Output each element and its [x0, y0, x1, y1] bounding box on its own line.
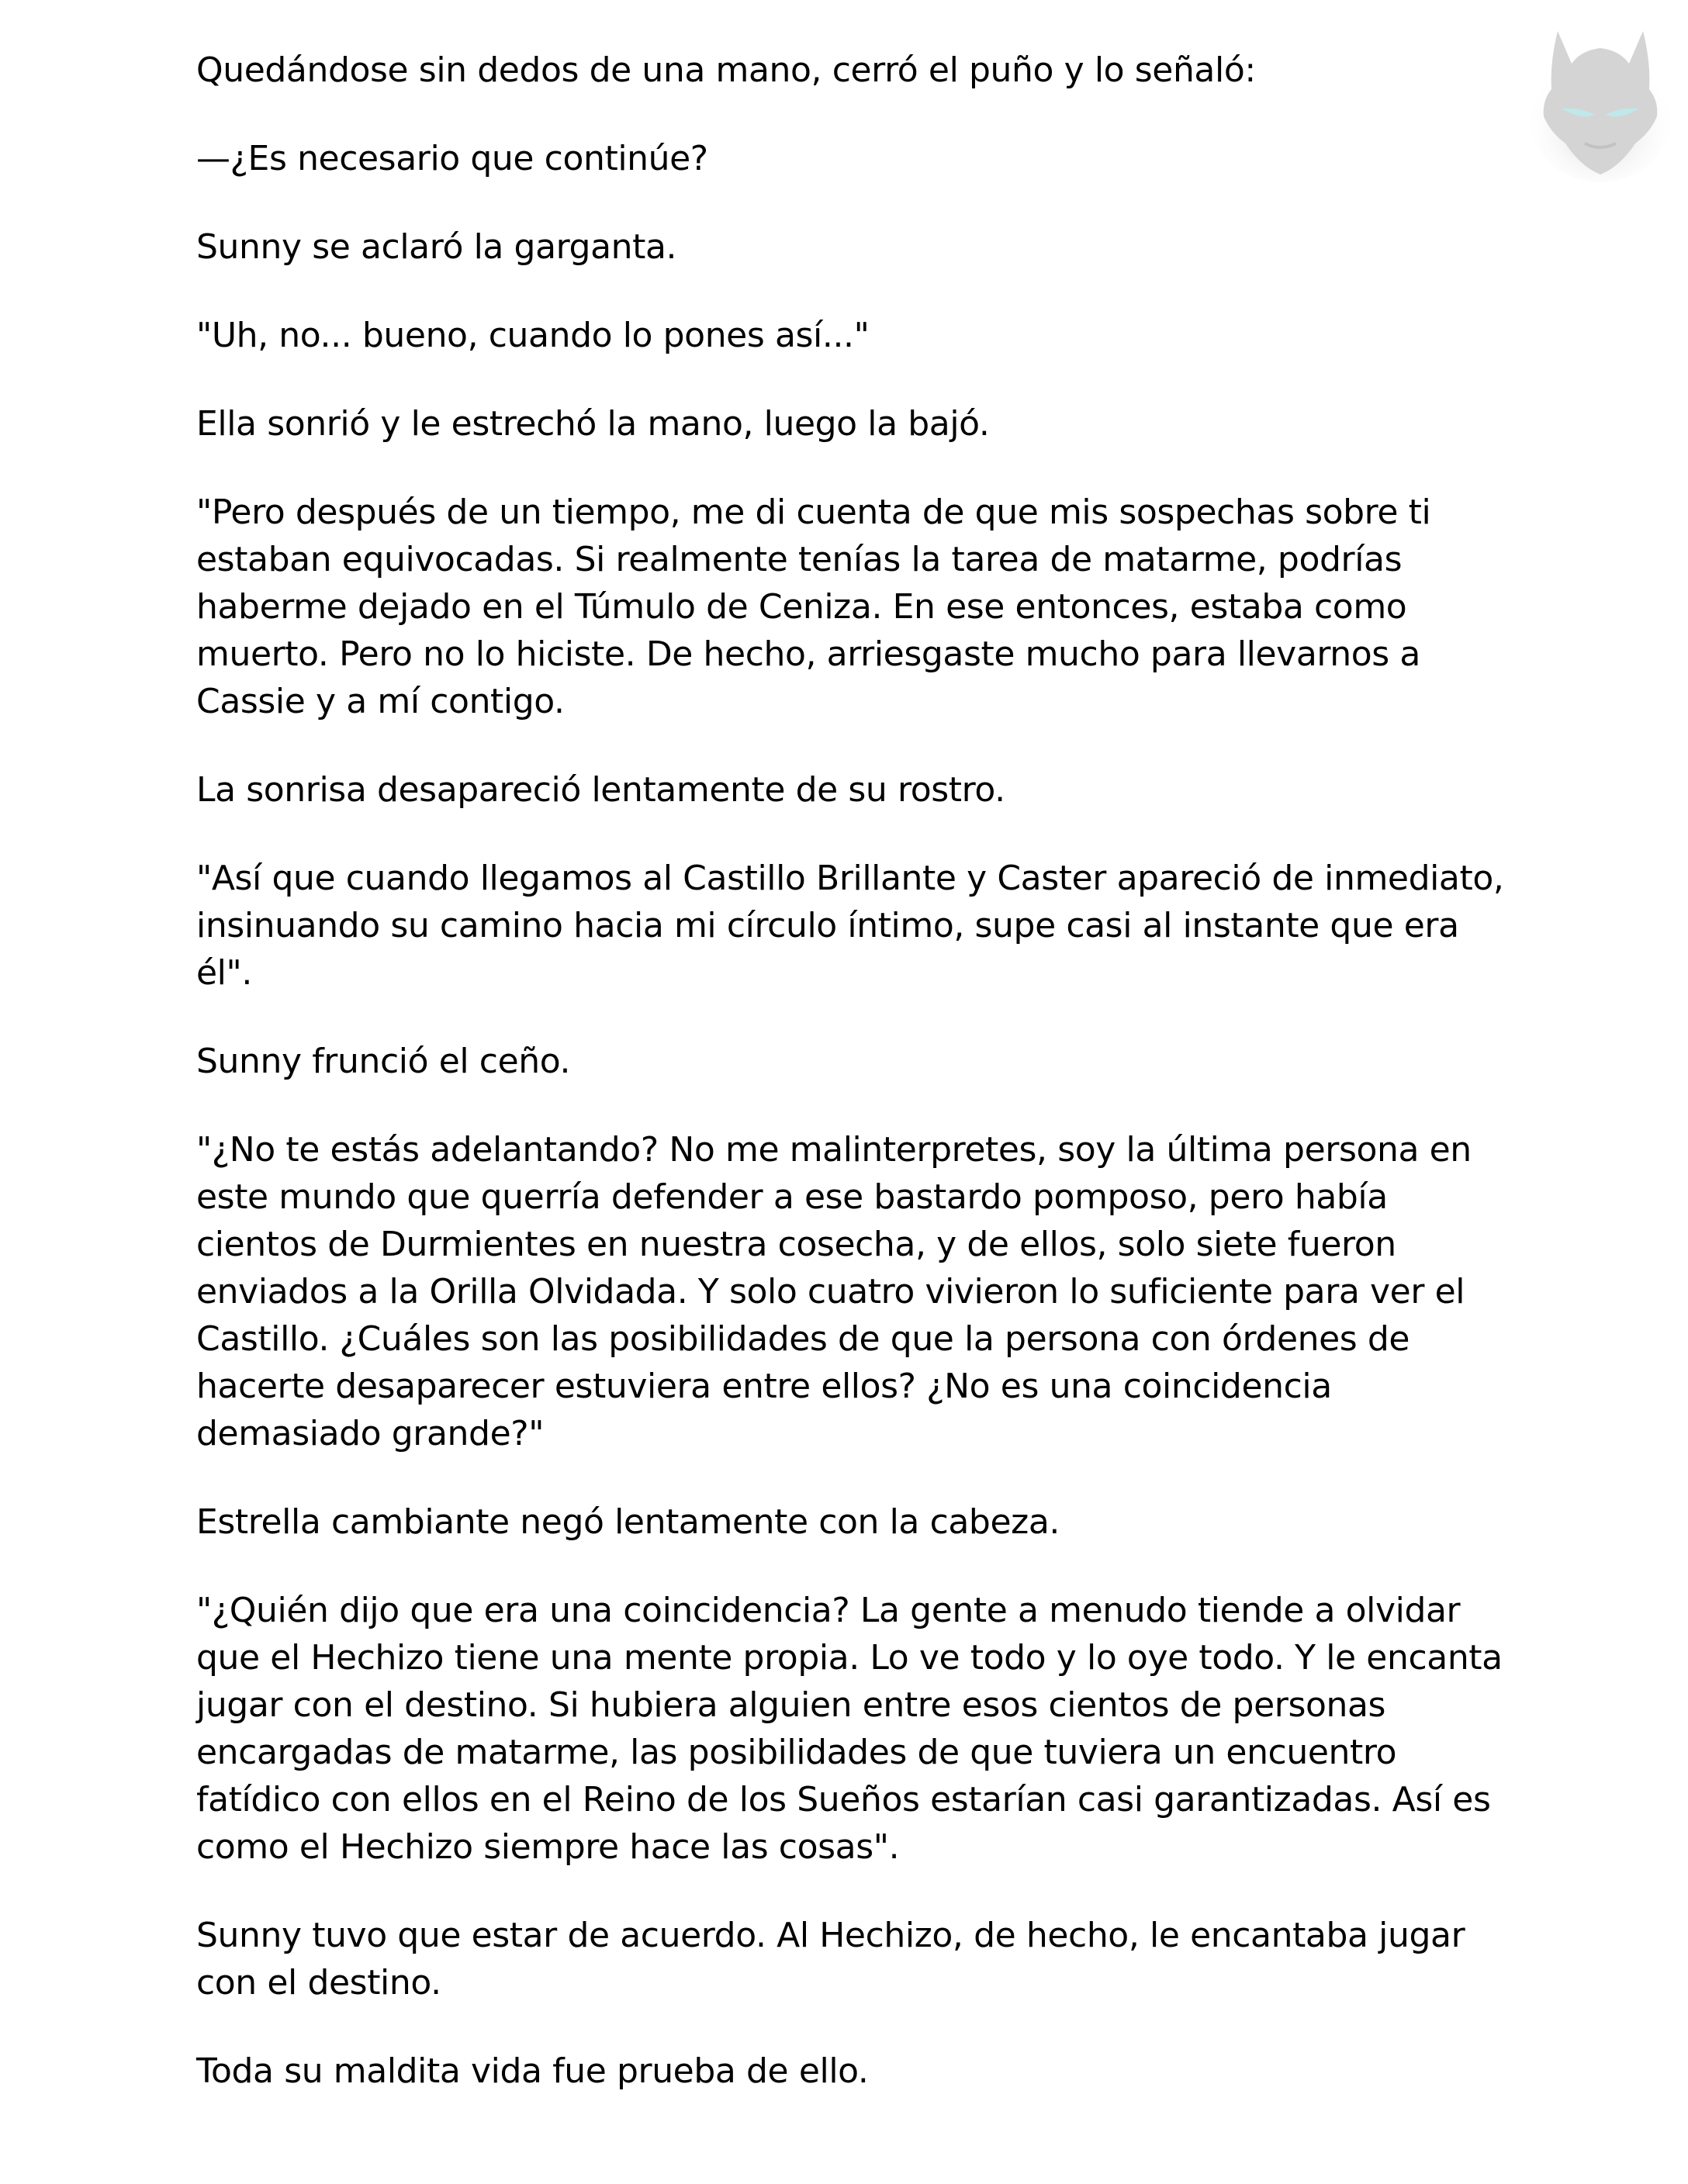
paragraph-5: Ella sonrió y le estrechó la mano, luego la bajó.: [196, 404, 990, 444]
paragraph-1: Quedándose sin dedos de una mano, cerró el puño y lo señaló:: [196, 50, 1256, 90]
paragraph-13: Sunny tuvo que estar de acuerdo. Al Hechizo, de hecho, le encantaba jugar con el destino.: [196, 1916, 1465, 2003]
paragraph-2: —¿Es necesario que continúe?: [196, 139, 708, 178]
demon-head-icon: [1527, 16, 1674, 186]
paragraph-11: Estrella cambiante negó lentamente con la cabeza.: [196, 1502, 1060, 1542]
paragraph-3: Sunny se aclaró la garganta.: [196, 227, 677, 267]
paragraph-10: "¿No te estás adelantando? No me malinterpretes, soy la última persona en este mundo que querría defender a ese bastardo pomposo, pero había cientos de Durmientes en nuestra cosecha, y de ellos, solo siete fueron enviados a la Orilla Olvidada. Y solo cuatro vivieron lo suficiente para ver el Castillo. ¿Cuáles son las posibilidades de que la persona con órdenes de hacerte desaparecer estuviera entre ellos? ¿No es una coincidencia demasiado grande?": [196, 1130, 1472, 1453]
paragraph-8: "Así que cuando llegamos al Castillo Brillante y Caster apareció de inmediato, insinuando su camino hacia mi círculo íntimo, supe casi al instante que era él".: [196, 859, 1504, 993]
paragraph-12: "¿Quién dijo que era una coincidencia? La gente a menudo tiende a olvidar que el Hechizo tiene una mente propia. Lo ve todo y lo oye todo. Y le encanta jugar con el destino. Si hubiera alguien entre esos cientos de personas encargadas de matarme, las posibilidades de que tuviera un encuentro fatídico con ellos en el Reino de los Sueños estarían casi garantizadas. Así es como el Hechizo siempre hace las cosas".: [196, 1591, 1503, 1867]
paragraph-4: "Uh, no... bueno, cuando lo pones así...": [196, 316, 870, 355]
chapter-text: [196, 47, 1515, 2136]
paragraph-9: Sunny frunció el ceño.: [196, 1042, 571, 1081]
paragraph-14: Toda su maldita vida fue prueba de ello.: [196, 2051, 869, 2091]
paragraph-6: "Pero después de un tiempo, me di cuenta de que mis sospechas sobre ti estaban equivocadas. Si realmente tenías la tarea de matarme, podrías haberme dejado en el Túmulo de Ceniza. En ese entonces, estaba como muerto. Pero no lo hiciste. De hecho, arriesgaste mucho para llevarnos a Cassie y a mí contigo.: [196, 492, 1431, 721]
paragraph-7: La sonrisa desapareció lentamente de su rostro.: [196, 770, 1005, 810]
